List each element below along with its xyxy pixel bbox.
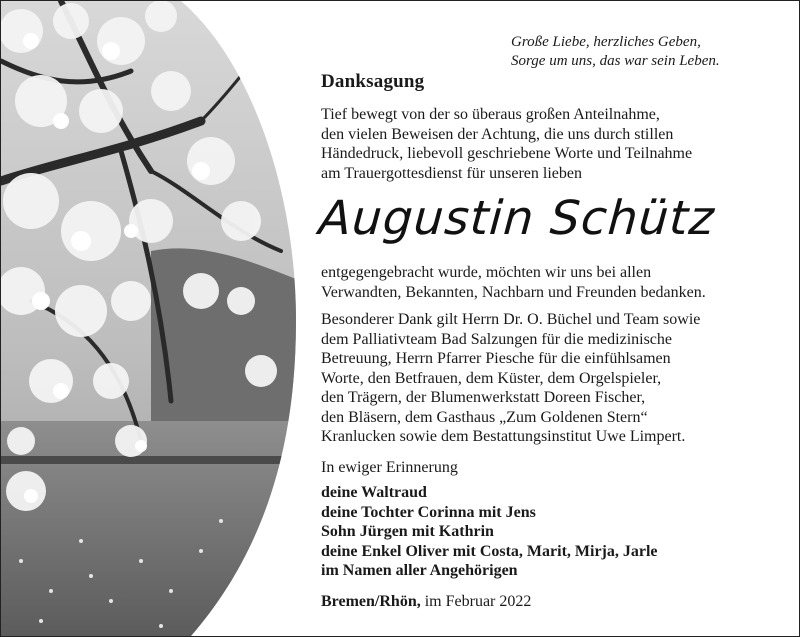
thanks-line: Besonderer Dank gilt Herrn Dr. O. Büchel und Team sowie [321, 311, 701, 328]
signer: Sohn Jürgen mit Kathrin [321, 523, 494, 540]
after-name-line: Verwandten, Bekannten, Nachbarn und Freunden bedanken. [321, 283, 706, 301]
thanks-line: Kranlucken sowie dem Bestattungsinstitut Uwe Limpert. [321, 428, 686, 445]
intro-line: Händedruck, liebevoll geschriebene Worte und Teilnahme [321, 145, 693, 162]
signer: deine Tochter Corinna mit Jens [321, 503, 536, 521]
signer: im Namen aller Angehörigen [321, 562, 518, 579]
thanks-line: Betreuung, Herrn Pfarrer Piesche für die einfühlsamen [321, 350, 671, 367]
blossom-photo [1, 1, 301, 636]
intro-line: den vielen Beweisen der Achtung, die uns durch stillen [321, 125, 674, 143]
thanks-line: den Bläsern, dem Gasthaus „Zum Goldenen Stern“ [321, 408, 648, 426]
intro-paragraph [321, 105, 692, 183]
memory-line: In ewiger Erinnerung [321, 459, 458, 476]
deceased-name: Augustin Schütz [317, 191, 717, 246]
intro-line: am Trauergottesdienst für unseren lieben [321, 164, 582, 182]
place-date [321, 593, 531, 611]
place-date-text: im Februar 2022 [424, 593, 532, 610]
after-name-line: entgegengebracht wurde, möchten wir uns bei allen [321, 264, 652, 281]
intro-line: Tief bewegt von der so überaus großen Anteilnahme, [321, 106, 660, 123]
thanks-line: den Trägern, der Blumenwerkstatt Doreen Fischer, [321, 389, 646, 406]
after-name-paragraph [321, 263, 706, 302]
place-location: Bremen/Rhön, [321, 593, 421, 610]
poem [511, 33, 773, 71]
special-thanks-paragraph [321, 310, 700, 447]
poem-line-1: Große Liebe, herzliches Geben, [511, 34, 701, 50]
thanks-line: Worte, den Betfrauen, dem Küster, dem Orgelspieler, [321, 369, 662, 387]
signer: deine Enkel Oliver mit Costa, Marit, Mirja, Jarle [321, 542, 658, 560]
signers-list [321, 483, 658, 581]
poem-line-2: Sorge um uns, das war sein Leben. [511, 53, 720, 69]
signer: deine Waltraud [321, 484, 427, 501]
thanks-line: dem Palliativteam Bad Salzungen für die medizinische [321, 330, 673, 348]
heading-danksagung: Danksagung [321, 71, 425, 92]
